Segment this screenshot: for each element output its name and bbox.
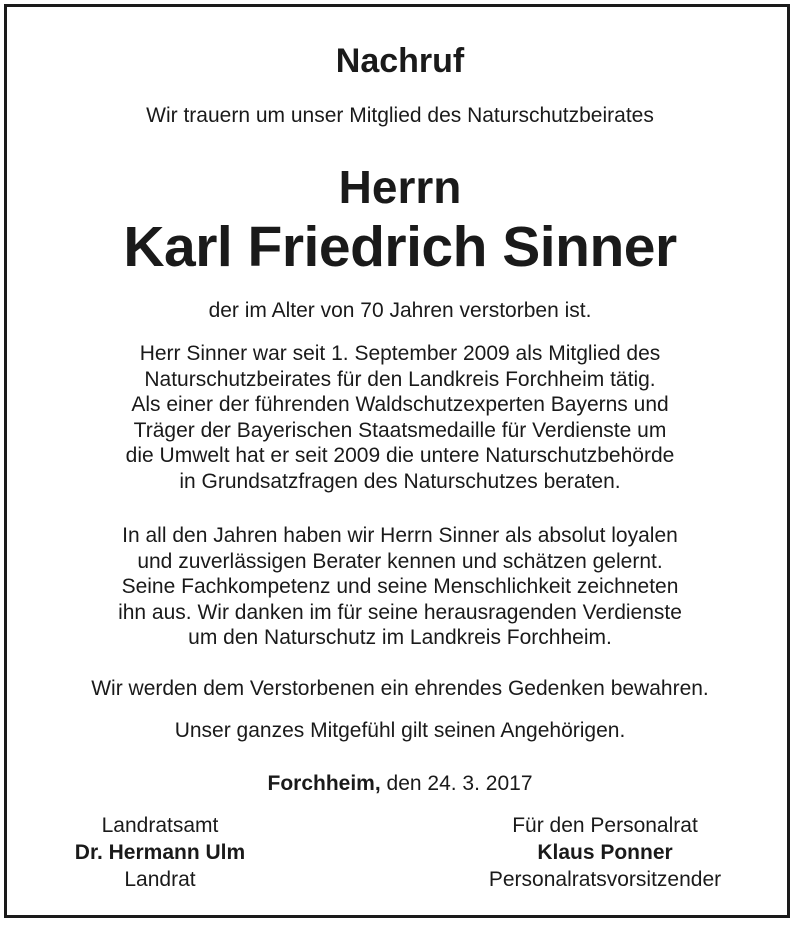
paragraph-line: in Grundsatzfragen des Naturschutzes beraten. — [179, 469, 621, 493]
paragraph-line: Seine Fachkompetenz und seine Menschlichkeit zeichneten — [121, 575, 679, 598]
paragraph-line: und zuverlässigen Berater kennen und schätzen gelernt. — [137, 549, 663, 573]
remembrance-text: Wir werden dem Verstorbenen ein ehrendes Gedenken bewahren. — [91, 677, 709, 700]
paragraph-line: Als einer der führenden Waldschutzexperten Bayerns und — [131, 393, 669, 416]
paragraph-line: Herr Sinner war seit 1. September 2009 als Mitglied des — [139, 342, 661, 365]
paragraph-line: Träger der Bayerischen Staatsmedaille für Verdienste um — [133, 418, 667, 442]
salutation: Herrn — [338, 161, 462, 213]
signature-left — [55, 812, 265, 893]
place-name: Forchheim, — [267, 772, 381, 795]
paragraph-line: die Umwelt hat er seit 2009 die untere Naturschutzbehörde — [125, 444, 675, 467]
paragraph-appreciation — [0, 523, 800, 651]
signature-organization: Landratsamt — [101, 814, 219, 837]
signature-organization: Für den Personalrat — [512, 814, 698, 837]
age-line: der im Alter von 70 Jahren verstorben ist. — [208, 299, 592, 322]
signature-role: Landrat — [124, 868, 196, 891]
date-text: den 24. 3. 2017 — [386, 772, 533, 795]
paragraph-line: ihn aus. Wir danken im für seine herausragenden Verdienste — [118, 600, 682, 624]
paragraph-line: In all den Jahren haben wir Herrn Sinner als absolut loyalen — [122, 524, 678, 547]
signature-name: Dr. Hermann Ulm — [74, 841, 246, 864]
deceased-name: Karl Friedrich Sinner — [123, 215, 677, 279]
notice-heading: Nachruf — [335, 42, 465, 80]
sympathy-text: Unser ganzes Mitgefühl gilt seinen Angehörigen. — [174, 719, 626, 742]
paragraph-line: um den Naturschutz im Landkreis Forchheim. — [188, 626, 612, 649]
signature-right — [455, 812, 755, 893]
signature-role: Personalratsvorsitzender — [488, 868, 722, 891]
paragraph-line: Naturschutzbeirates für den Landkreis Forchheim tätig. — [144, 367, 656, 391]
place-date-line — [0, 772, 800, 796]
intro-text: Wir trauern um unser Mitglied des Naturschutzbeirates — [146, 104, 654, 127]
paragraph-biography — [0, 341, 800, 494]
signature-name: Klaus Ponner — [537, 841, 673, 864]
